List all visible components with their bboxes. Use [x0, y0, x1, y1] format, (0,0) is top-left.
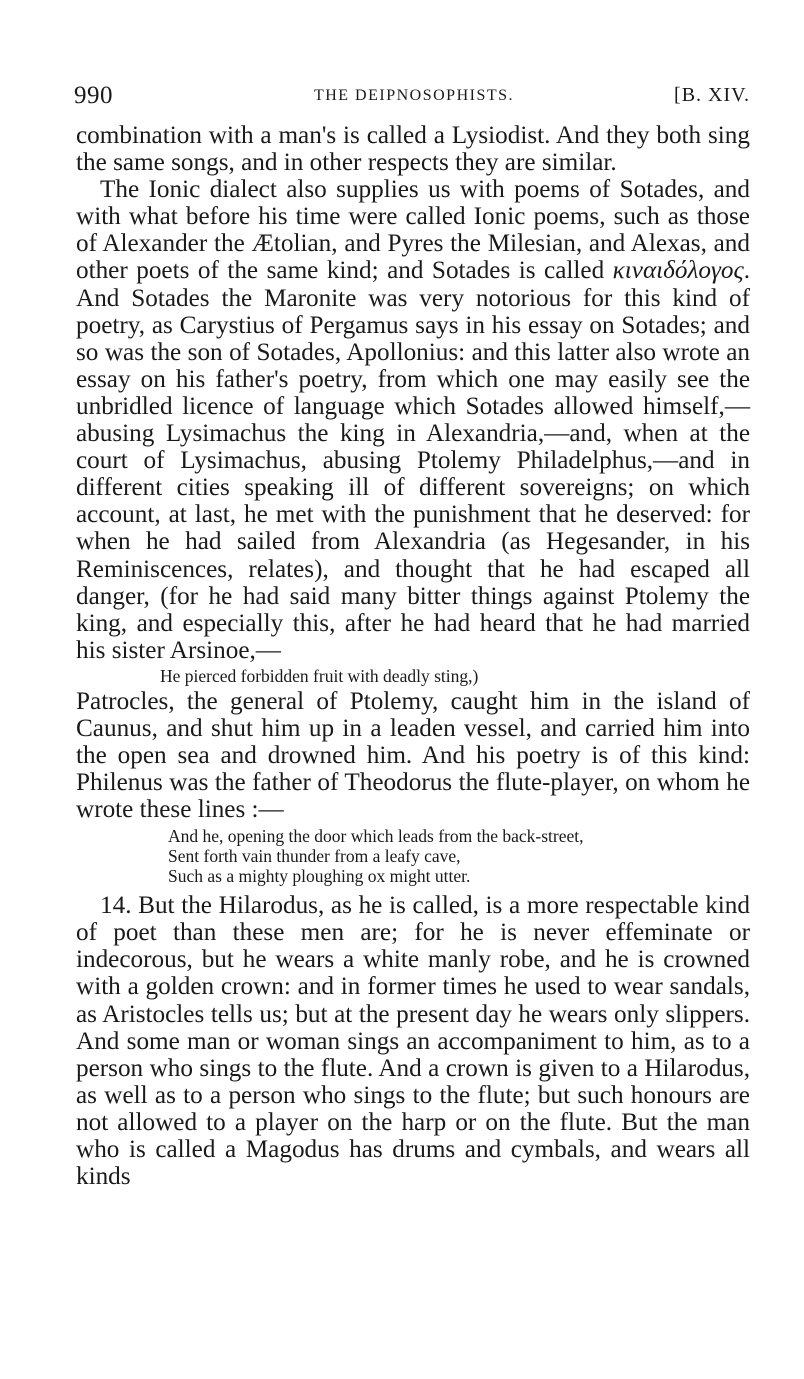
greek-term: κιναιδόλογος [612, 257, 744, 285]
paragraph-continued [76, 122, 750, 176]
page-header [74, 82, 754, 116]
page-number: 990 [74, 82, 113, 109]
verse-line: Such as a mighty ploughing ox might utter. [168, 865, 471, 886]
verse-block [76, 827, 750, 886]
paragraph-sotades [76, 176, 750, 664]
verse-line: Sent forth vain thunder from a leafy cave, [168, 845, 461, 866]
paragraph-text: Patrocles, the general of Ptolemy, caught him in the island of Caunus, and shut him up in a leaden vessel, and carried him into the open sea and drowned him. And his poetry is of this kind: Philenus was the father of Theodorus the flute-player, on whom he wrote these lines :— [76, 687, 750, 824]
paragraph-patrocles [76, 688, 750, 823]
paragraph-text: combination with a man's is called a Lysiodist. And they both sing the same songs, and in other respects they are similar. [76, 122, 750, 177]
running-title: THE DEIPNOSOPHISTS. [313, 87, 515, 104]
paragraph-hilarodus [76, 892, 750, 1190]
book-reference: [B. XIV. [674, 84, 750, 106]
body-text [76, 122, 750, 1190]
paragraph-text: . And Sotades the Maronite was very notorious for this kind of poetry, as Carystius of Pergamus says in his essay on Sotades; and so was the son of Sotades, Apollonius: and this latter also wrote an essay on his father's poetry, from which one may easily see the unbridled licence of language which Sotades allowed himself,—abusing Lysimachus the king in Alexandria,—and, when at the court of Lysimachus, abusing Ptolemy Philadelphus,—and in different cities speaking ill of different sovereigns; on which account, at last, he met with the punishment that he deserved: for when he had sailed from Alexandria (as Hegesander, in his Reminiscences, relates), and thought that he had escaped all danger, (for he had said many bitter things against Ptolemy the king, and especially this, after he had heard that he had married his sister Arsinoe,— [76, 257, 750, 664]
paragraph-text: 14. But the Hilarodus, as he is called, is a more respectable kind of poet than these men are; for he is never effeminate or indecorous, but he wears a white manly robe, and he is crowned with a golden crown: and in former times he used to wear sandals, as Aristocles tells us; but at the present day he wears only slippers. And some man or woman sings an accompaniment to him, as to a person who sings to the flute. And a crown is given to a Hilarodus, as well as to a person who sings to the flute; but such honours are not allowed to a player on the harp or on the flute. But the man who is called a Magodus has drums and cymbals, and wears all kinds [76, 892, 750, 1191]
verse-line: And he, opening the door which leads from the back-street, [168, 826, 584, 847]
quoted-line: He pierced forbidden fruit with deadly sting,) [160, 665, 479, 686]
paragraph-text: The Ionic dialect also supplies us with poems of Sotades, and with what before his time were called Ionic poems, such as those of Alexander the Ætolian, and Pyres the Milesian, and Alexas, and other poets of the same kind; and Sotades is called [76, 176, 750, 285]
